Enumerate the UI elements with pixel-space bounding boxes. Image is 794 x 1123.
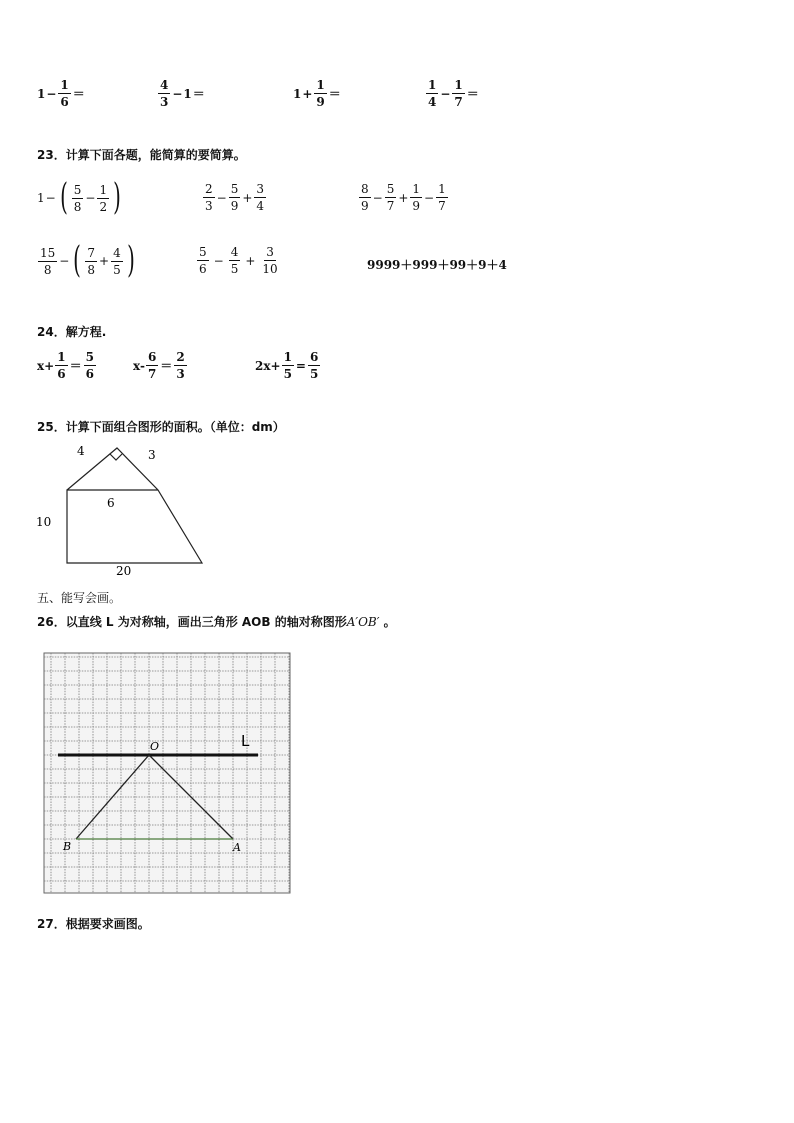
operator: +: [245, 253, 256, 268]
equals: ＝: [466, 87, 479, 101]
equals: ＝: [160, 359, 173, 373]
denominator: 3: [160, 95, 169, 109]
left-paren: (: [73, 240, 82, 281]
term: 1: [37, 86, 46, 101]
denominator: 8: [87, 262, 96, 277]
label-point-o: O: [150, 740, 160, 753]
label-left-leg: 4: [77, 444, 85, 458]
q23-title: 23．计算下面各题，能简算的要简算。: [37, 148, 246, 162]
q23-expr-5: [196, 245, 281, 276]
denominator: 9: [316, 95, 325, 109]
label-line-l: L: [241, 732, 250, 750]
right-angle-mark: [110, 454, 122, 460]
q23-expr-1: [37, 177, 124, 218]
numerator: 4: [113, 245, 121, 260]
fraction: [308, 350, 320, 381]
operator: +: [398, 190, 409, 205]
equals: ＝: [328, 87, 341, 101]
numerator: 1: [412, 182, 421, 196]
fraction: [229, 245, 241, 276]
numerator: 4: [230, 245, 239, 259]
numerator: 8: [361, 182, 369, 196]
operator: −: [45, 191, 56, 205]
numerator: 5: [73, 182, 82, 197]
fraction: [72, 183, 84, 214]
denominator: 10: [262, 262, 278, 276]
fraction: [85, 246, 97, 277]
q24-eq-3: [255, 350, 321, 381]
label-right-leg: 3: [148, 448, 156, 462]
q24-eq-1: [37, 350, 97, 381]
numerator: 4: [160, 78, 169, 92]
operator: +: [242, 190, 253, 205]
fraction: [452, 78, 464, 109]
denominator: 6: [85, 367, 94, 381]
fraction: [38, 246, 57, 277]
fraction: [97, 183, 109, 214]
fraction: [314, 78, 326, 109]
label-point-b: B: [63, 840, 72, 853]
equals: ＝: [69, 359, 82, 373]
label-point-a: A: [233, 841, 241, 854]
term: 1: [37, 191, 45, 205]
fraction: [158, 78, 170, 109]
fraction: [260, 245, 279, 276]
numerator: 3: [256, 182, 265, 196]
section-5-title: 五、能写会画。: [37, 591, 122, 605]
q24-eq-2: [133, 350, 188, 381]
numerator: 5: [199, 245, 207, 259]
denominator: 7: [438, 199, 446, 213]
numerator: 1: [60, 78, 69, 92]
equals: ＝: [72, 87, 85, 101]
q23-expr-6: 9999＋999＋99＋9＋4: [367, 258, 507, 272]
q23-expr-4: [37, 240, 138, 281]
top-expr-1: [37, 78, 86, 109]
numerator: 5: [230, 182, 239, 196]
denominator: 7: [147, 367, 157, 381]
term: x-: [133, 358, 145, 373]
fraction: [111, 246, 123, 277]
numerator: 1: [57, 350, 66, 364]
term: 2x+: [255, 358, 281, 373]
denominator: 7: [454, 95, 463, 109]
fraction: [84, 350, 96, 381]
numerator: 1: [428, 78, 437, 92]
fraction: [146, 350, 158, 381]
denominator: 6: [60, 95, 69, 109]
numerator: 3: [266, 245, 274, 259]
operator: −: [213, 253, 224, 268]
numerator: 6: [147, 350, 157, 364]
numerator: 2: [205, 182, 213, 196]
numerator: 1: [99, 182, 108, 197]
operator: −: [59, 254, 70, 268]
term: 1: [293, 86, 302, 101]
fraction: [436, 182, 448, 213]
denominator: 8: [73, 199, 82, 214]
denominator: 4: [428, 95, 437, 109]
equals: =: [295, 358, 306, 373]
fraction: [359, 182, 371, 213]
right-paren: ): [113, 177, 121, 218]
numerator: 7: [87, 245, 96, 260]
composite-figure: [30, 440, 220, 580]
equals: ＝: [192, 87, 205, 101]
right-paren: ): [126, 240, 135, 281]
denominator: 5: [230, 262, 239, 276]
denominator: 3: [205, 199, 213, 213]
q25-title: 25．计算下面组合图形的面积。（单位：dm）: [37, 420, 285, 434]
figure-outline: [67, 448, 202, 563]
q26-title-suffix: 。: [379, 615, 396, 629]
operator: +: [99, 254, 110, 268]
operator: −: [85, 191, 96, 205]
operator: −: [440, 86, 451, 101]
fraction: [203, 182, 215, 213]
fraction: [58, 78, 70, 109]
q24-title: 24．解方程.: [37, 325, 107, 339]
denominator: 7: [386, 199, 395, 213]
top-expr-2: [157, 78, 206, 109]
operator: −: [216, 190, 227, 205]
denominator: 5: [113, 262, 121, 277]
denominator: 6: [199, 262, 207, 276]
denominator: 5: [283, 367, 292, 381]
fraction: [229, 182, 241, 213]
q23-expr-2: [202, 182, 267, 213]
operator: −: [424, 190, 435, 205]
numerator: 1: [454, 78, 463, 92]
fraction: [254, 182, 266, 213]
denominator: 8: [43, 262, 52, 277]
operator: −: [372, 190, 383, 205]
fraction: [55, 350, 67, 381]
numerator: 6: [309, 350, 319, 364]
numerator: 1: [438, 182, 446, 196]
numerator: 15: [40, 245, 56, 260]
q26-title-text: 26．以直线 L 为对称轴，画出三角形 AOB 的轴对称图形: [37, 615, 347, 629]
fraction: [385, 182, 397, 213]
denominator: 9: [412, 199, 421, 213]
numerator: 1: [316, 78, 325, 92]
fraction: [410, 182, 422, 213]
top-expr-3: [293, 78, 342, 109]
term: x+: [37, 358, 55, 373]
q26-title-math: A′OB′: [346, 615, 380, 629]
left-paren: (: [59, 177, 68, 218]
denominator: 2: [99, 199, 108, 214]
denominator: 9: [230, 199, 239, 213]
fraction: [282, 350, 294, 381]
numerator: 1: [283, 350, 292, 364]
top-expr-4: [425, 78, 480, 109]
label-top: 6: [107, 496, 115, 510]
numerator: 5: [386, 182, 395, 196]
denominator: 5: [309, 367, 319, 381]
operator: −: [172, 86, 183, 101]
label-bottom: 20: [116, 564, 132, 578]
numerator: 2: [176, 350, 185, 364]
q27-title: 27．根据要求画图。: [37, 917, 150, 931]
denominator: 4: [256, 199, 265, 213]
denominator: 3: [176, 367, 185, 381]
fraction: [197, 245, 209, 276]
operator: −: [46, 86, 57, 101]
operator: +: [302, 86, 313, 101]
grid-figure: [40, 650, 292, 896]
q23-expr-3: [358, 182, 449, 213]
denominator: 6: [57, 367, 66, 381]
q26-title: [37, 613, 396, 630]
denominator: 9: [361, 199, 369, 213]
label-height: 10: [36, 515, 52, 529]
numerator: 5: [85, 350, 94, 364]
fraction: [426, 78, 438, 109]
fraction: [174, 350, 186, 381]
term: 1: [183, 86, 192, 101]
